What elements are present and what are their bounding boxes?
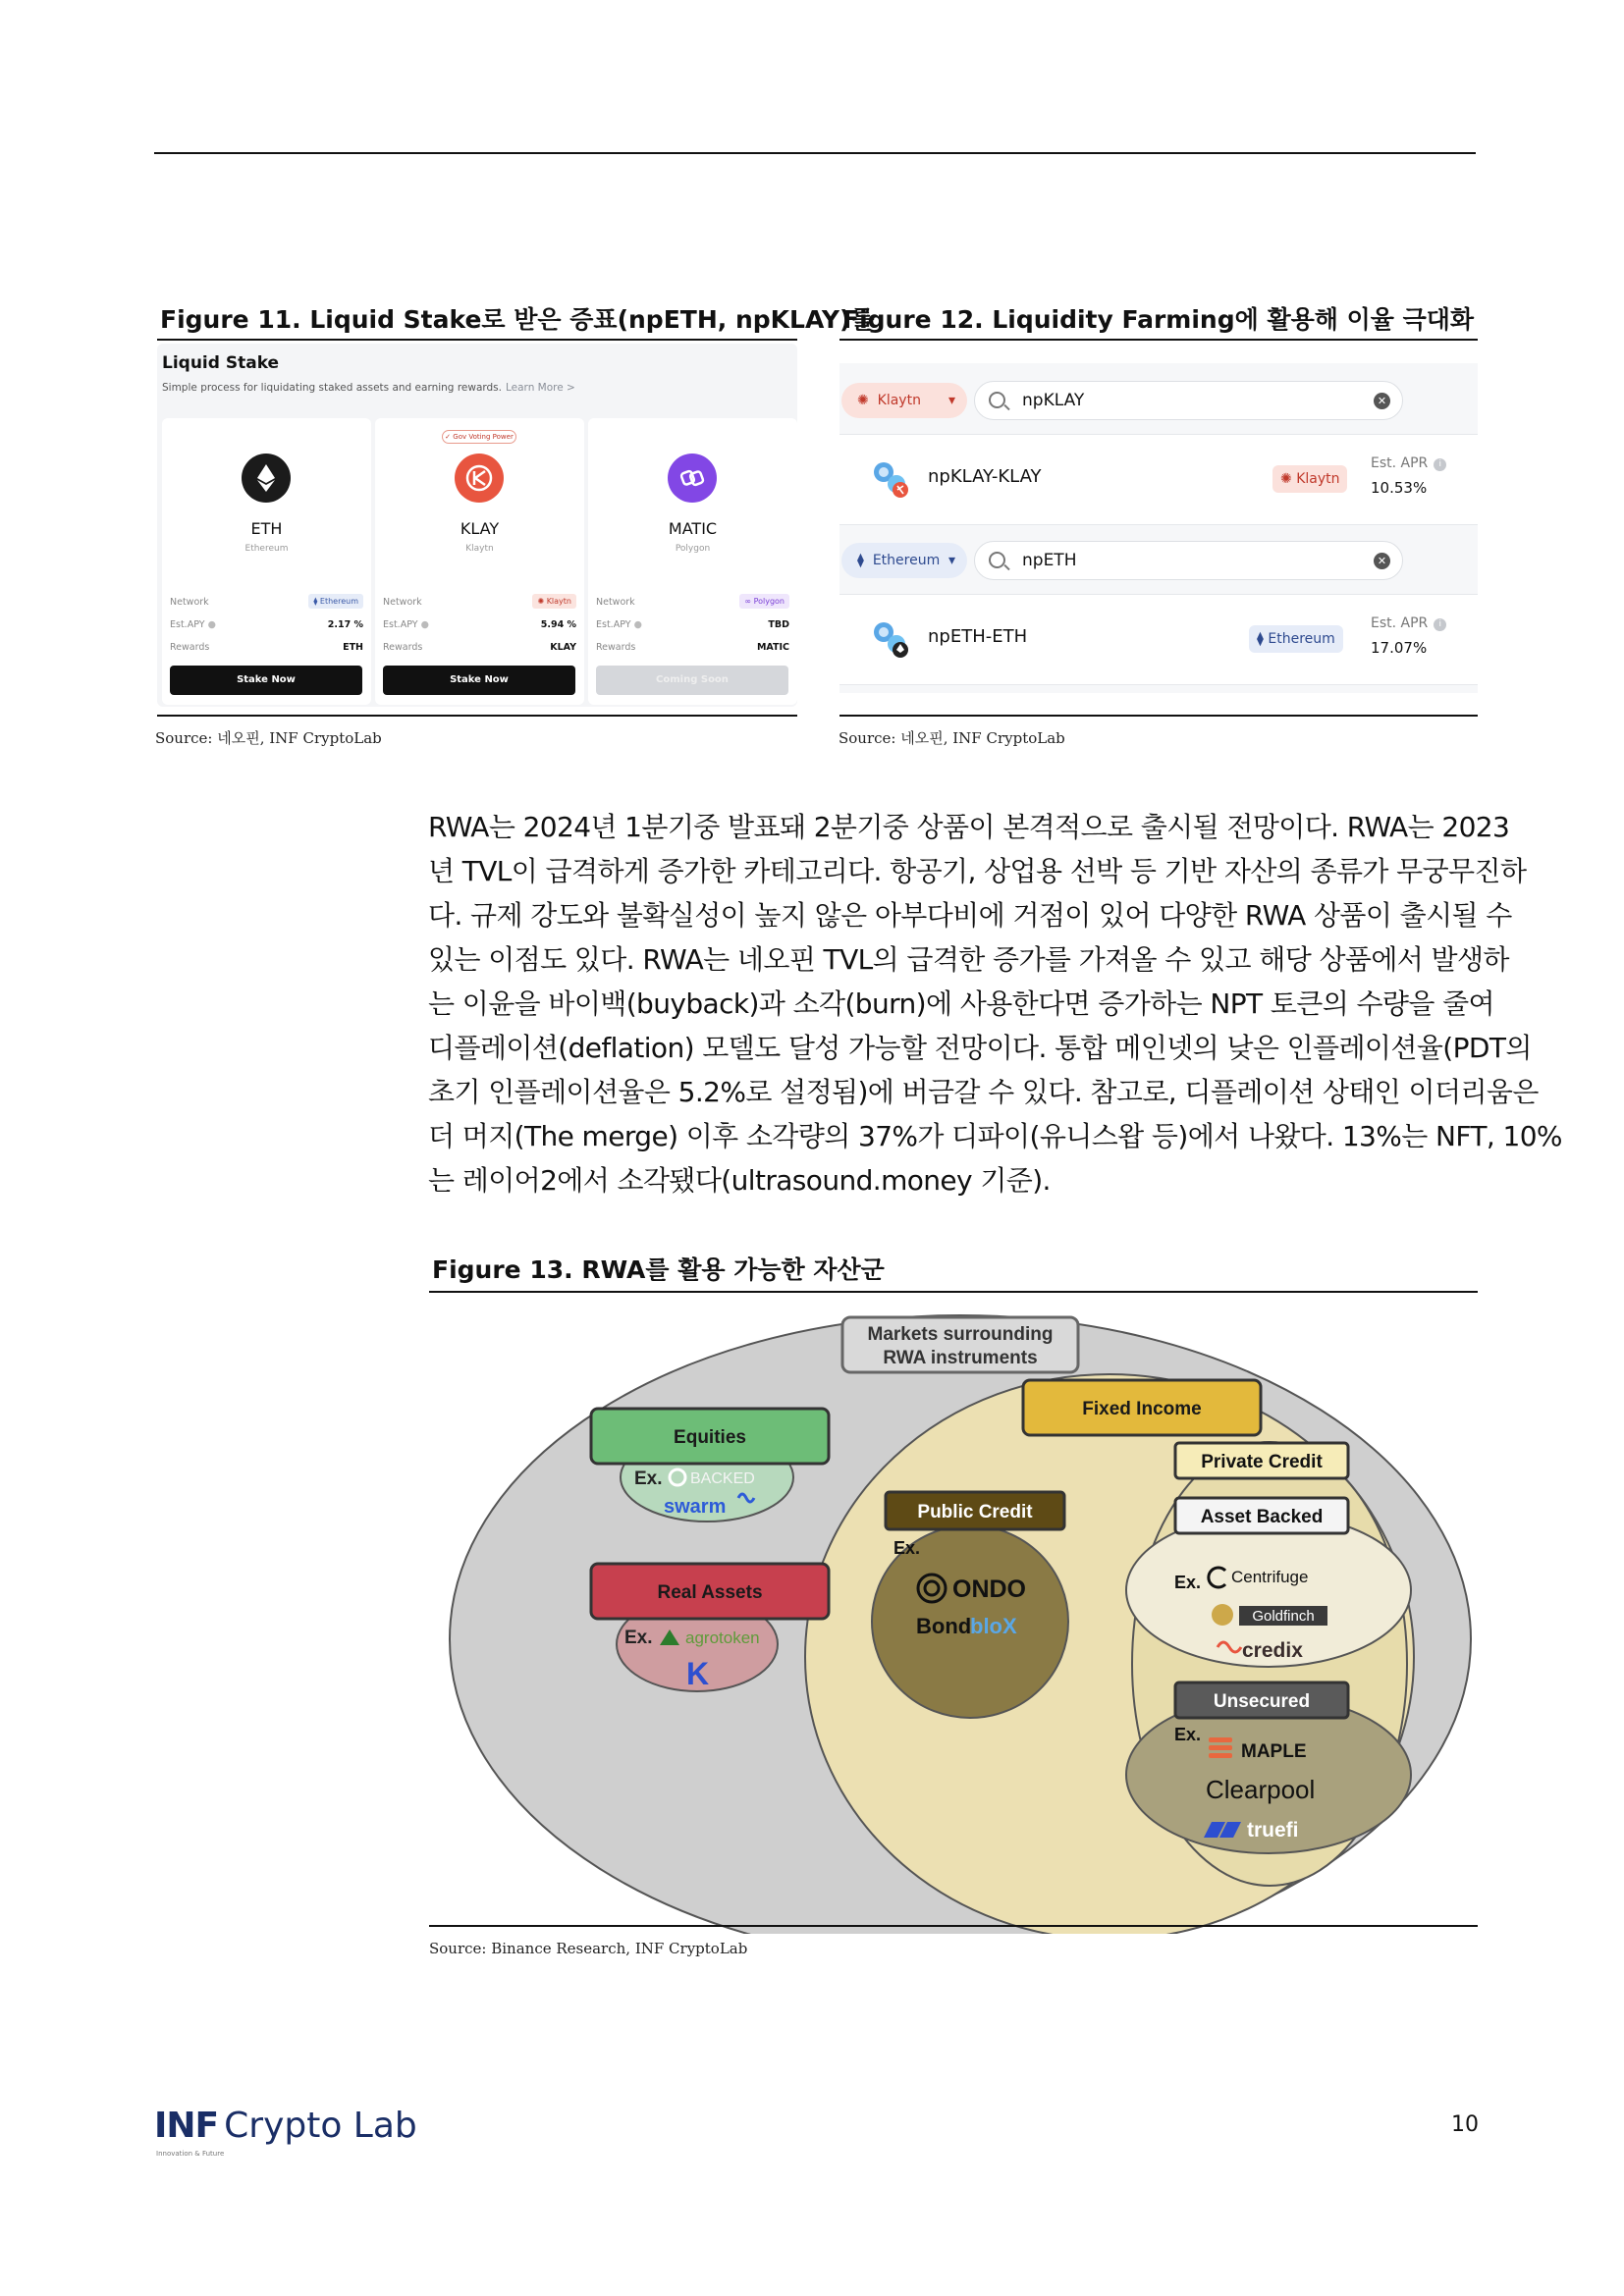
public-credit-ex-label: Ex. [893, 1538, 921, 1558]
figure-11-bottom-rule [157, 715, 797, 717]
klaytn-network-selector[interactable]: ✺ Klaytn ▾ [841, 383, 967, 418]
body-line: 더 머지(The merge) 이후 소각량의 37%가 디파이(유니스왑 등)에서 나왔다. 13%는 NFT, 10% [428, 1120, 1562, 1152]
body-line: 있는 이점도 있다. RWA는 네오핀 TVL의 급격한 증가를 가져올 수 있고 해당 상품에서 발생하 [428, 943, 1509, 976]
coin-name: ETH [250, 519, 283, 538]
rewards-row: Rewards KLAY [383, 642, 576, 653]
coin-name: MATIC [668, 519, 718, 538]
markets-label-line-2: RWA instruments [883, 1348, 1038, 1368]
apr-value: 17.07% [1371, 639, 1428, 657]
figure-13-title-rule [429, 1291, 1478, 1293]
npklay-search-input[interactable]: npKLAY ✕ [974, 381, 1403, 420]
ethereum-icon [242, 454, 291, 503]
figure-13-title: Figure 13. RWA를 활용 가능한 자산군 [432, 1255, 885, 1284]
klaytn-icon [455, 454, 504, 503]
rwa-asset-diagram [432, 1296, 1478, 1934]
backed-logo-text: BACKED [690, 1470, 755, 1487]
npeth-search-input[interactable]: npETH ✕ [974, 541, 1403, 580]
liquid-stake-subtitle: Simple process for liquidating staked assets and earning rewards. Learn More > [162, 382, 575, 394]
apr-value: 10.53% [1371, 479, 1428, 497]
info-icon: i [1434, 618, 1446, 631]
blox-logo-text: bloX [970, 1614, 1017, 1638]
figure-11-title: Figure 11. Liquid Stake로 받은 증표(npETH, npKLAY)를 [160, 305, 875, 334]
public-credit-label: Public Credit [917, 1502, 1033, 1522]
pool-network-chip: ✺ Klaytn [1272, 465, 1347, 493]
network-row: Network ⧫ Ethereum [170, 597, 363, 608]
real-assets-label: Real Assets [657, 1582, 763, 1603]
coin-network: Ethereum [244, 544, 289, 554]
apy-row: Est.APY ● TBD [596, 619, 789, 630]
pool-row[interactable] [839, 594, 1478, 685]
matic-stake-card [588, 418, 797, 705]
figure-11-title-rule [157, 339, 797, 341]
asset-backed-ex-label: Ex. [1174, 1573, 1202, 1592]
apr-label: Est. APR i [1371, 455, 1446, 471]
figure-13-source: Source: Binance Research, INF CryptoLab [429, 1940, 748, 1957]
unsecured-ex-label: Ex. [1174, 1725, 1202, 1744]
pool-network-chip: ⧫ Ethereum [1249, 625, 1343, 653]
ethereum-network-selector[interactable]: ⧫ Ethereum ▾ [841, 543, 967, 578]
liquid-stake-panel [157, 344, 797, 707]
clear-icon[interactable]: ✕ [1374, 393, 1390, 409]
credix-logo-text: credix [1242, 1639, 1303, 1662]
truefi-logo-text: truefi [1247, 1819, 1299, 1842]
maple-icon [1209, 1737, 1232, 1758]
liquid-stake-title: Liquid Stake [162, 353, 280, 373]
body-line: 디플레이션(deflation) 모델도 달성 가능할 전망이다. 통합 메인넷의 낮은 인플레이션율(PDT의 [428, 1032, 1532, 1064]
gov-voting-power-badge: ✓ Gov Voting Power [442, 430, 516, 444]
figure-12-title: Figure 12. Liquidity Farming에 활용해 이율 극대화 [842, 305, 1475, 334]
coin-network: Klaytn [465, 544, 494, 554]
body-line: 는 레이어2에서 소각됐다(ultrasound.money 기준). [428, 1164, 1051, 1197]
agrotoken-logo-text: agrotoken [685, 1629, 760, 1647]
network-row: Network ✺ Klaytn [383, 597, 576, 608]
bond-logo-text: Bond [916, 1614, 972, 1638]
npeth-eth-pair-icon [869, 618, 916, 662]
klay-stake-card [375, 418, 584, 705]
stake-now-button[interactable]: Stake Now [170, 666, 362, 695]
markets-label-line-1: Markets surrounding [867, 1324, 1054, 1345]
k-logo-text: K [686, 1656, 710, 1691]
asset-backed-label: Asset Backed [1200, 1507, 1324, 1527]
body-line: 년 TVL이 급격하게 증가한 카테고리다. 항공기, 상업용 선박 등 기반 자산의 종류가 무궁무진하 [428, 855, 1527, 887]
coming-soon-button[interactable]: Coming Soon [596, 666, 788, 695]
logo-tagline: Innovation & Future [156, 2150, 225, 2158]
goldfinch-logo-text: Goldfinch [1252, 1608, 1315, 1625]
learn-more-link[interactable]: Learn More > [506, 382, 575, 394]
figure-13-bottom-rule [429, 1925, 1478, 1927]
pool-name: npKLAY-KLAY [928, 466, 1042, 487]
network-chip: ∞ Polygon [739, 594, 789, 609]
swarm-logo-text: swarm [664, 1496, 727, 1518]
coin-network: Polygon [675, 544, 711, 554]
clearpool-logo-text: Clearpool [1206, 1775, 1316, 1804]
figure-11-source: Source: 네오핀, INF CryptoLab [155, 729, 382, 747]
inf-cryptolab-logo: INF Crypto Lab [154, 2106, 417, 2146]
figure-12-title-rule [839, 339, 1478, 341]
ondo-logo-text: ONDO [952, 1575, 1026, 1603]
figure-12-bottom-rule [839, 715, 1478, 717]
apr-label: Est. APR i [1371, 615, 1446, 631]
body-line: RWA는 2024년 1분기중 발표돼 2분기중 상품이 본격적으로 출시될 전망이다. RWA는 2023 [428, 811, 1510, 843]
unsecured-label: Unsecured [1213, 1691, 1311, 1712]
goldfinch-icon [1212, 1604, 1233, 1626]
body-line: 다. 규제 강도와 불확실성이 높지 않은 아부다비에 거점이 있어 다양한 RWA 상품이 출시될 수 [428, 899, 1512, 932]
network-chip: ⧫ Ethereum [308, 594, 363, 609]
real-assets-ex-label: Ex. [624, 1628, 653, 1648]
figure-12-source: Source: 네오핀, INF CryptoLab [839, 729, 1065, 747]
fixed-income-label: Fixed Income [1082, 1399, 1202, 1419]
clear-icon[interactable]: ✕ [1374, 553, 1390, 569]
equities-ex-label: Ex. [634, 1468, 663, 1489]
page-number: 10 [1451, 2112, 1479, 2137]
stake-now-button[interactable]: Stake Now [383, 666, 575, 695]
centrifuge-logo-text: Centrifuge [1231, 1568, 1309, 1586]
liquidity-farming-panel [839, 363, 1478, 693]
apy-row: Est.APY ● 5.94 % [383, 619, 576, 630]
pool-name: npETH-ETH [928, 626, 1028, 647]
top-rule [154, 152, 1476, 154]
maple-logo-text: MAPLE [1241, 1741, 1307, 1762]
network-chip: ✺ Klaytn [532, 594, 576, 609]
network-row: Network ∞ Polygon [596, 597, 789, 608]
body-paragraph [428, 805, 1562, 1202]
info-icon: i [1434, 458, 1446, 471]
body-line: 는 이윤을 바이백(buyback)과 소각(burn)에 사용한다면 증가하는 NPT 토큰의 수량을 줄여 [428, 988, 1494, 1020]
search-icon [989, 392, 1005, 408]
npklay-klay-pair-icon [869, 458, 916, 502]
coin-name: KLAY [460, 519, 500, 538]
body-line: 초기 인플레이션율은 5.2%로 설정됨)에 버금갈 수 있다. 참고로, 디플레이션 상태인 이더리움은 [428, 1076, 1539, 1108]
rewards-row: Rewards MATIC [596, 642, 789, 653]
private-credit-label: Private Credit [1201, 1452, 1323, 1472]
pool-row[interactable] [839, 434, 1478, 525]
polygon-icon [668, 454, 717, 503]
eth-stake-card [162, 418, 371, 705]
equities-label: Equities [674, 1427, 746, 1448]
apy-row: Est.APY ● 2.17 % [170, 619, 363, 630]
search-icon [989, 552, 1005, 568]
rewards-row: Rewards ETH [170, 642, 363, 653]
